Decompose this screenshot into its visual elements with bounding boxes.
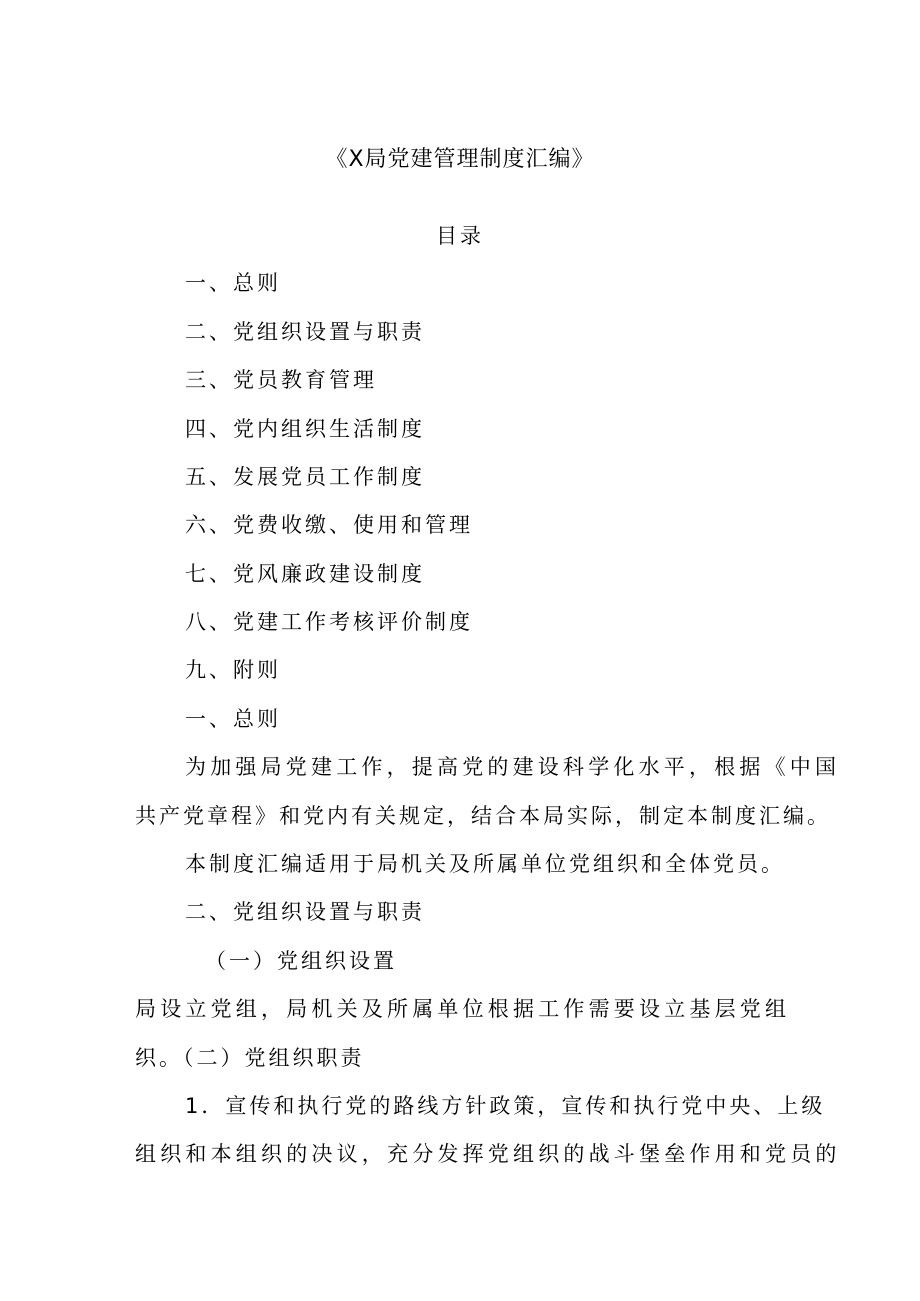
paragraph-line: 共产党章程》和党内有关规定，结合本局实际，制定本制度汇编。 — [135, 804, 831, 828]
paragraph-line: 织。（二）党组织职责 — [135, 1046, 365, 1070]
toc-item: 六、党费收缴、使用和管理 — [185, 513, 473, 537]
toc-item: 九、附则 — [185, 658, 281, 682]
section-heading: 二、党组织设置与职责 — [185, 900, 425, 924]
paragraph-line: 1．宣传和执行党的路线方针政策，宣传和执行党中央、上级 — [185, 1094, 826, 1118]
subsection-heading: （一）党组织设置 — [205, 949, 397, 973]
toc-item: 二、党组织设置与职责 — [185, 320, 425, 344]
toc-item: 五、发展党员工作制度 — [185, 465, 425, 489]
paragraph-line: 组织和本组织的决议，充分发挥党组织的战斗堡垒作用和党员的 — [135, 1142, 841, 1166]
paragraph-line: 本制度汇编适用于局机关及所属单位党组织和全体党员。 — [185, 852, 785, 876]
paragraph-line: 为加强局党建工作，提高党的建设科学化水平，根据《中国 — [185, 755, 841, 779]
toc-heading: 目录 — [436, 224, 484, 248]
toc-item: 八、党建工作考核评价制度 — [185, 610, 473, 634]
toc-item: 七、党风廉政建设制度 — [185, 562, 425, 586]
toc-item: 四、党内组织生活制度 — [185, 417, 425, 441]
document-title: 《X局党建管理制度汇编》 — [325, 147, 595, 172]
toc-item: 一、总则 — [185, 271, 281, 295]
section-heading: 一、总则 — [185, 707, 281, 731]
paragraph-line: 局设立党组，局机关及所属单位根据工作需要设立基层党组 — [135, 997, 791, 1021]
toc-item: 三、党员教育管理 — [185, 368, 377, 392]
